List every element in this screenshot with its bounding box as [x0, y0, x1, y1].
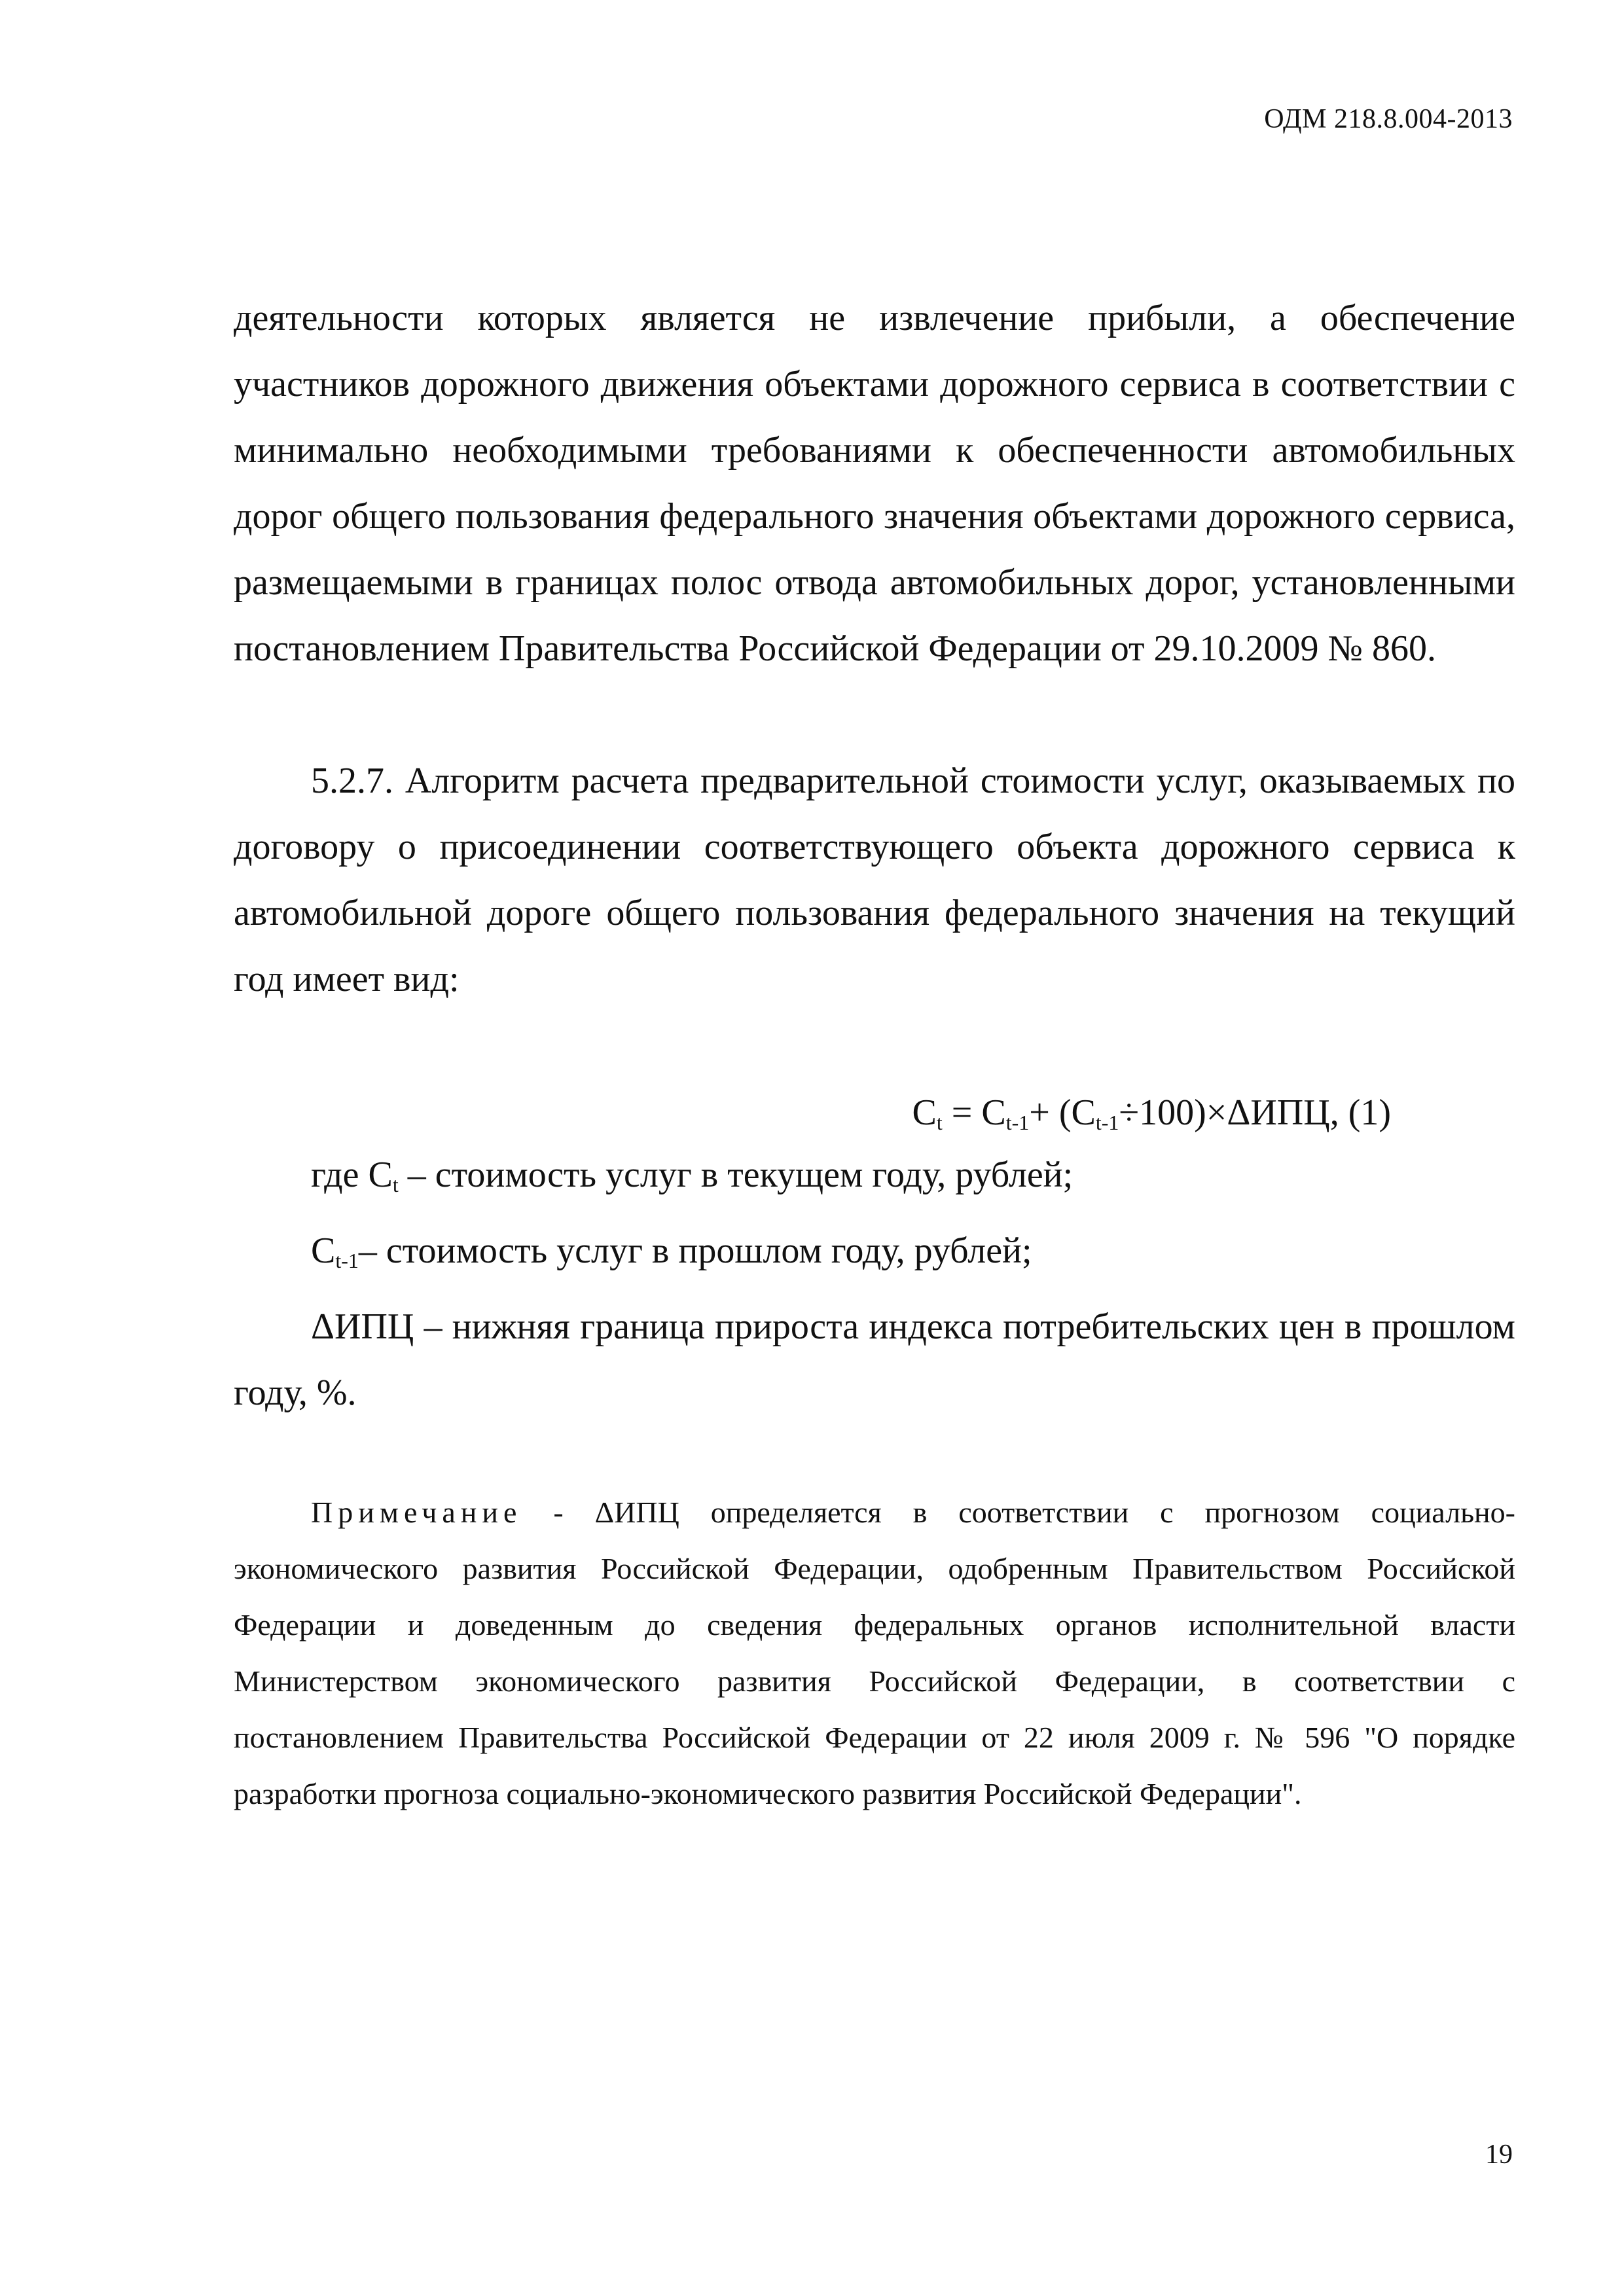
definition-ct-1-sub: t-1 [335, 1249, 359, 1272]
formula-sub-t-1-b: t-1 [1095, 1111, 1119, 1134]
page-number: 19 [1485, 2140, 1513, 2170]
formula-c: C [912, 1092, 937, 1133]
definition-ct-1-text: – стоимость услуг в прошлом году, рублей; [358, 1230, 1032, 1271]
formula-eq: = C [942, 1092, 1006, 1133]
definition-ct [234, 1142, 1515, 1218]
formula-definitions [234, 1142, 1515, 1426]
paragraph-continuation: деятельности которых является не извлечение прибыли, а обеспечение участников дорожного движения объектами дорожного сервиса в соответствии с минимально необходимыми требованиями к обеспеченности автомобильных дорог общего пользования федерального значения объектами дорожного сервиса, размещаемыми в границах полос отвода автомобильных дорог, установленными постановлением Правительства Российской Федерации от 29.10.2009 № 860. [234, 298, 1515, 669]
definition-ct-prefix: где C [311, 1155, 393, 1195]
definition-ct-text: – стоимость услуг в текущем году, рублей; [398, 1155, 1074, 1195]
formula-1 [234, 1090, 1515, 1145]
formula-plus-open: + (C [1029, 1092, 1096, 1133]
definition-ct-1-prefix: C [311, 1230, 336, 1271]
note-paragraph [234, 1484, 1515, 1822]
formula-number: (1) [1348, 1092, 1391, 1133]
formula-sub-t: t [936, 1111, 943, 1134]
note-label: Примечание [311, 1496, 522, 1529]
definition-ct-sub: t [392, 1173, 399, 1196]
document-code-header: ОДМ 218.8.004-2013 [1264, 104, 1513, 134]
formula-sub-t-1: t-1 [1005, 1111, 1030, 1134]
definition-ct-1 [234, 1218, 1515, 1294]
note-text: - ΔИПЦ определяется в соответствии с прогнозом социально-экономического развития Российской Федерации, одобренным Правительством Российской Федерации и доведенным до сведения федеральных органов исполнительной власти Министерством экономического развития Российской Федерации, в соответствии с постановлением Правительства Российской Федерации от 22 июля 2009 г. № 596 "О порядке разработки прогноза социально-экономического развития Российской Федерации". [234, 1496, 1515, 1810]
paragraph-algorithm-5-2-7: 5.2.7. Алгоритм расчета предварительной стоимости услуг, оказываемых по договору о присоединении соответствующего объекта дорожного сервиса к автомобильной дороге общего пользования федерального значения на текущий год имеет вид: [234, 761, 1515, 999]
definition-delta-ipc: ΔИПЦ – нижняя граница прироста индекса потребительских цен в прошлом году, %. [234, 1306, 1515, 1413]
formula-rest: ÷100)×ΔИПЦ, [1119, 1092, 1339, 1133]
